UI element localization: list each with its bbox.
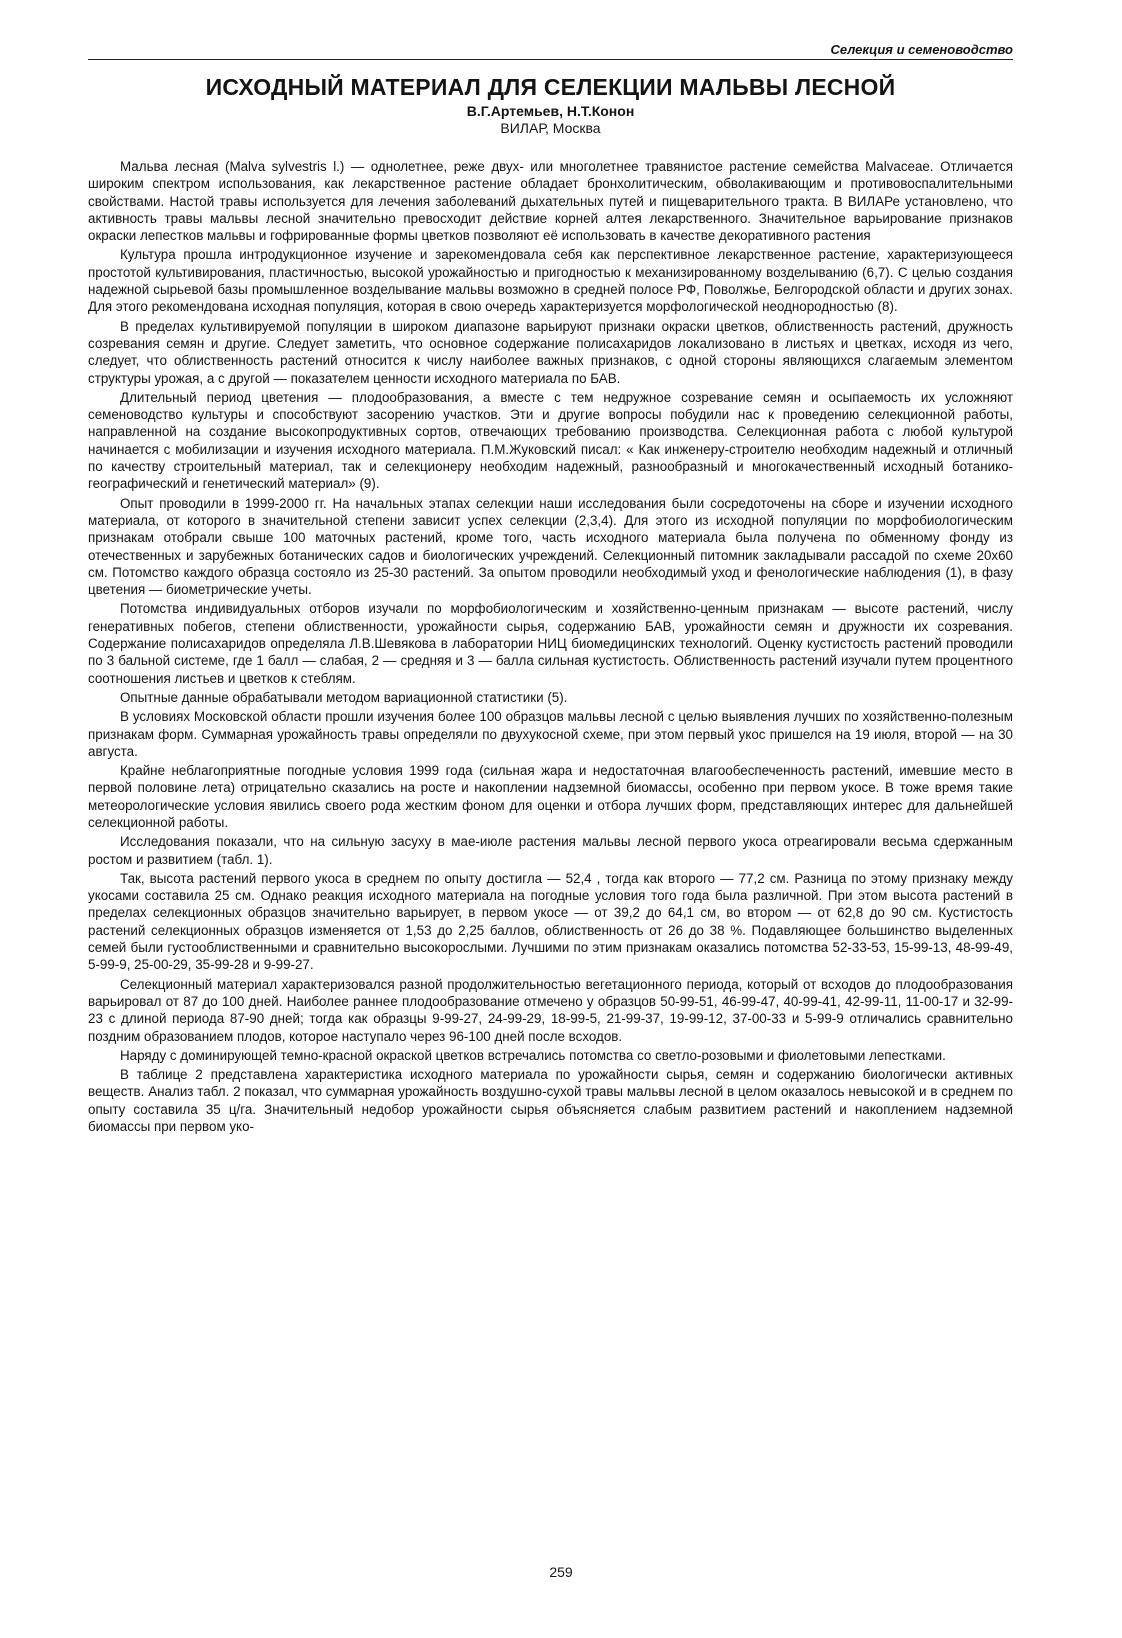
paragraph-14: В таблице 2 представлена характеристика исходного материала по урожайности сырья, семян и содержанию биологически активных веществ. Анализ табл. 2 показал, что суммарная урожайность воздушно-сухой травы мальвы лесной в целом оказалось невысокой и в среднем по опыту составила 35 ц/га. Значительный недобор урожайности сырья объясняется слабым развитием растений и накоплением надземной биомассы при первом уко- — [88, 1067, 1013, 1135]
paragraph-8: В условиях Московской области прошли изучения более 100 образцов мальвы лесной с целью выявления лучших по хозяйственно-полезным признакам форм. Суммарная урожайность травы определяли по двухукосной схеме, при этом первый укос пришелся на 19 июля, второй — на 30 августа. — [88, 709, 1013, 759]
article-body — [88, 158, 1013, 1135]
paragraph-2: Культура прошла интродукционное изучение и зарекомендовала себя как перспективное лекарственное растение, характеризующееся простотой культивирования, пластичностью, высокой урожайностью и пригодностью к механизированному возделыванию (6,7). С целью создания надежной сырьевой базы промышленное возделывание мальвы возможно в средней полосе РФ, Поволжье, Белгородской области и других зонах. Для этого рекомендована исходная популяция, которая в свою очередь характеризуется морфологической неоднородностью (8). — [88, 247, 1013, 315]
paragraph-3: В пределах культивируемой популяции в широком диапазоне варьируют признаки окраски цветков, облиственность растений, дружность созревания семян и другие. Следует заметить, что основное содержание полисахаридов локализовано в листьях и цветках, исходя из чего, следует, что облиственность растений относится к числу наиболее важных признаков, с одной стороны являющихся слагаемым элементом структуры урожая, а с другой — показателем ценности исходного материала по БАВ. — [88, 318, 1013, 386]
article-page — [88, 42, 1013, 1137]
paragraph-10: Исследования показали, что на сильную засуху в мае-июле растения мальвы лесной первого укоса отреагировали весьма сдержанным ростом и развитием (табл. 1). — [88, 834, 1013, 867]
article-title: ИСХОДНЫЙ МАТЕРИАЛ ДЛЯ СЕЛЕКЦИИ МАЛЬВЫ ЛЕСНОЙ — [205, 74, 896, 100]
paragraph-6: Потомства индивидуальных отборов изучали по морфобиологическим и хозяйственно-ценным признакам — высоте растений, числу генеративных побегов, степени облиственности, урожайности сырья, содержанию БАВ, урожайности семян и дружности их созревания. Содержание полисахаридов определяла Л.В.Шевякова в лаборатории НИЦ биомедицинских технологий. Оценку кустистость растений проводили по 3 бальной системе, где 1 балл — слабая, 2 — средняя и 3 — балла сильная кустистость. Облиственность растений изучали путем процентного соотношения листьев и цветков к стеблям. — [88, 601, 1013, 686]
paragraph-7: Опытные данные обрабатывали методом вариационной статистики (5). — [120, 689, 568, 705]
paragraph-1: Мальва лесная (Malva sylvestris l.) — однолетнее, реже двух- или многолетнее травянистое растение семейства Malvaceae. Отличается широким спектром использования, как лекарственное растение обладает бронхолитическим, обволакивающим и противовоспалительными свойствами. Настой травы используется для лечения заболеваний дыхательных путей и пищеварительного тракта. В ВИЛАРе установлено, что активность травы мальвы лесной значительно превосходит действие корней алтея лекарственного. Значительное варьирование признаков окраски лепестков мальвы и гофрированные формы цветков позволяют её использовать в качестве декоративного растения — [88, 159, 1013, 244]
paragraph-13: Наряду с доминирующей темно-красной окраской цветков встречались потомства со светло-розовыми и фиолетовыми лепестками. — [120, 1047, 946, 1063]
paragraph-11: Так, высота растений первого укоса в среднем по опыту достигла — 52,4 , тогда как второго — 77,2 см. Разница по этому признаку между укосами составила 25 см. Однако реакция исходного материала на погодные условия того года была различной. При этом высота растений в пределах селекционных образцов значительно варьирует, в первом укосе — от 39,2 до 64,1 см, во втором — от 62,8 до 90 см. Кустистость растений селекционных образцов изменяется от 1,53 до 2,25 баллов, облиственность от 26 до 38 %. Подавляющее большинство выделенных семей были густооблиственными и сравнительно высокорослыми. Лучшими по этим признакам оказались потомства 52-33-53, 15-99-13, 48-99-49, 5-99-9, 25-00-29, 35-99-28 и 9-99-27. — [88, 870, 1013, 973]
affiliation: ВИЛАР, Москва — [500, 120, 601, 136]
authors: В.Г.Артемьев, Н.Т.Конон — [466, 103, 635, 119]
paragraph-4: Длительный период цветения — плодообразования, а вместе с тем недружное созревание семян и осыпаемость их усложняют семеноводство культуры и способствуют засорению участков. Эти и другие вопросы побудили нас к проведению селекционной работы, направленной на создание высокопродуктивных сортов, отвечающих требованию производства. Селекционная работа с любой культурой начинается с мобилизации и изучения исходного материала. П.М.Жуковский писал: « Как инженеру-строителю необходим надежный и отличный по качеству строительный материал, так и селекционеру необходим надежный, разнообразный и многокачественный исходный ботанико-географический и генетический материал» (9). — [88, 389, 1013, 492]
paragraph-9: Крайне неблагоприятные погодные условия 1999 года (сильная жара и недостаточная влагообеспеченность растений, имевшие место в первой половине лета) отрицательно сказались на росте и накоплении надземной биомассы, особенно при первом укосе. В тоже время такие метеорологические условия явились своего рода жестким фоном для оценки и отбора лучших форм, представляющих интерес для дальнейшей селекционной работы. — [88, 763, 1013, 830]
paragraph-12: Селекционный материал характеризовался разной продолжительностью вегетационного периода, который от всходов до плодообразования варьировал от 87 до 100 дней. Наиболее раннее плодообразование отмечено у образцов 50-99-51, 46-99-47, 40-99-41, 42-99-11, 11-00-17 и 32-99-23 с длиной периода 87-90 дней; тогда как образцы 9-99-27, 24-99-29, 18-99-5, 21-99-37, 19-99-12, 37-00-33 и 5-99-9 отличались сравнительно поздним образованием плодов, которое наступало через 96-100 дней после всходов. — [88, 976, 1013, 1044]
page-number: 259 — [549, 1564, 573, 1580]
paragraph-5: Опыт проводили в 1999-2000 гг. На начальных этапах селекции наши исследования были сосредоточены на сборе и изучении исходного материала, от которого в значительной степени зависит успех селекции (2,3,4). Для этого из исходной популяции по морфобиологическим признакам отобрали свыше 100 маточных растений, кроме того, часть исходного материала была получена по обменному фонду из отечественных и зарубежных ботанических садов и биологических учреждений. Селекционный питомник закладывали рассадой по схеме 20х60 см. Потомство каждого образца состояло из 25-30 растений. За опытом проводили необходимый уход и фенологические наблюдения (1), в фазу цветения — биометрические учеты. — [88, 495, 1013, 598]
running-head: Селекция и семеноводство — [88, 42, 1013, 60]
